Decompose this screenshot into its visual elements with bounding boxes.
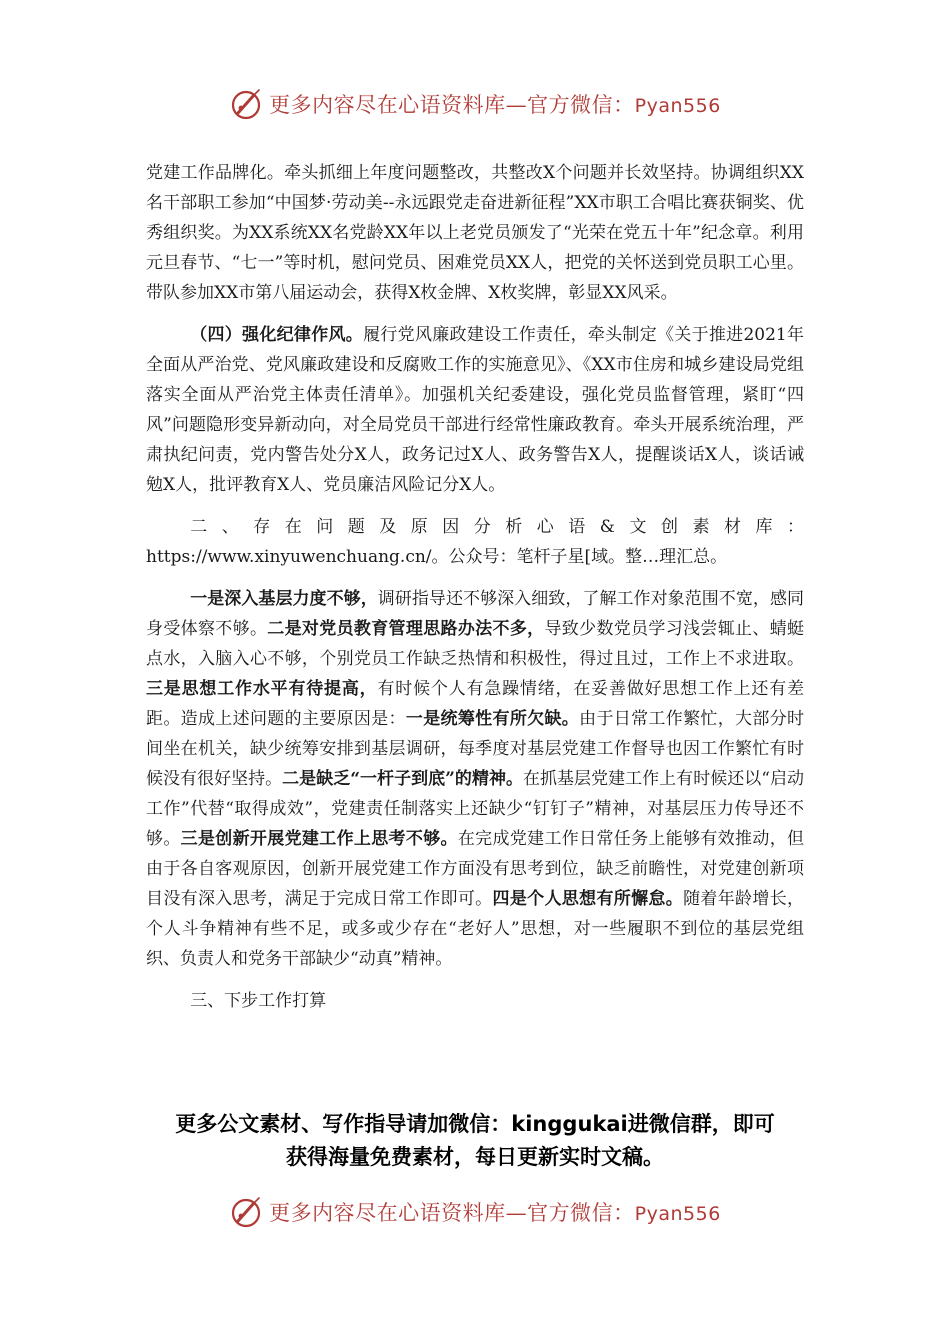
bold-phrase: 四是个人思想有所懈怠。 (492, 889, 684, 909)
watermark-banner-bottom (0, 1192, 950, 1232)
promo-line-2: 获得海量免费素材，每日更新实时文稿。 (286, 1145, 664, 1169)
bold-phrase: 二是缺乏“一杆子到底”的精神。 (282, 769, 523, 789)
paragraph (146, 986, 804, 1016)
watermark-wechat-id: Pyan556 (634, 1203, 721, 1225)
watermark-text: 更多内容尽在心语资料库—官方微信：Pyan556 (269, 1201, 721, 1225)
text-run: 党建工作品牌化。牵头抓细上年度问题整改，共整改X个问题并长效坚持。协调组织XX名干部职工参加“中国梦·劳动美--永远跟党走奋进新征程”XX市职工合唱比赛获铜奖、优秀组织奖。为XX系统XX名党龄XX年以上老党员颁发了“光荣在党五十年”纪念章。利用元旦春节、“七一”等时机，慰问党员、困难党员XX人，把党的关怀送到党员职工心里。带队参加XX市第八届运动会，获得X枚金牌、X枚奖牌，彰显XX风采。 (146, 163, 804, 303)
watermark-wechat-id: Pyan556 (634, 95, 721, 117)
bold-phrase: 三是思想工作水平有待提高， (146, 679, 378, 699)
text-run: 调研指导还不够深入细致，了解工作对象范围不宽，感同身受体察不够。 (146, 589, 805, 639)
text-run: 在完成党建工作日常任务上能够有效推动，但由于各自客观原因，创新开展党建工作方面没有思考到位，缺乏前瞻性，对党建创新项目没有深入思考，满足于完成日常工作即可。 (146, 829, 805, 909)
paragraph (146, 158, 804, 308)
text-run: 三、下步工作打算 (190, 991, 327, 1011)
bold-phrase: 一是深入基层力度不够， (190, 589, 378, 609)
text-run: 在抓基层党建工作上有时候还以“启动工作”代替“取得成效”，党建责任制落实上还缺少“钉钉子”精神，对基层压力传导还不够。 (146, 769, 804, 849)
pen-logo-icon (229, 1194, 265, 1230)
text-run: 导致少数党员学习浅尝辄止、蜻蜓点水，入脑入心不够，个别党员工作缺乏热情和积极性，得过且过，工作上不求进取。 (146, 619, 805, 669)
bold-phrase: （四）强化纪律作风。 (190, 325, 364, 345)
text-run: 随着年龄增长，个人斗争精神有些不足，或多或少存在“老好人”思想，对一些履职不到位的基层党组织、负责人和党务干部缺少“动真”精神。 (146, 889, 805, 969)
pen-logo-icon (229, 86, 265, 122)
promo-notice (100, 1108, 850, 1174)
bold-phrase: 二是对党员教育管理思路办法不多， (267, 619, 545, 639)
document-body (146, 158, 804, 1016)
paragraph (146, 512, 804, 572)
watermark-text: 更多内容尽在心语资料库—官方微信：Pyan556 (269, 93, 721, 117)
text-run: 履行党风廉政建设工作责任，牵头制定《关于推进2021年全面从严治党、党风廉政建设和反腐败工作的实施意见》、《XX市住房和城乡建设局党组落实全面从严治党主体责任清单》。加强机关纪委建设，强化党员监督管理，紧盯“四风”问题隐形变异新动向，对全局党员干部进行经常性廉政教育。牵头开展系统治理，严肃执纪问责，党内警告处分X人，政务记过X人、政务警告X人，提醒谈话X人，谈话诫勉X人，批评教育X人、党员廉洁风险记分X人。 (146, 325, 805, 495)
text-run: 二、存在问题及原因分析心语&文创素材库：https://www.xinyuwenchuang.cn/。公众号：笔杆子星[域。整…理汇总。 (146, 517, 804, 567)
promo-line-1: 更多公文素材、写作指导请加微信：kinggukai进微信群，即可 (175, 1112, 775, 1136)
bold-phrase: 一是统筹性有所欠缺。 (405, 709, 580, 729)
text-run: 由于日常工作繁忙，大部分时间坐在机关，缺少统筹安排到基层调研，每季度对基层党建工作督导也因工作繁忙有时候没有很好坚持。 (146, 709, 805, 789)
paragraph (146, 320, 804, 500)
bold-phrase: 三是创新开展党建工作上思考不够。 (180, 829, 458, 849)
watermark-banner-top (0, 84, 950, 124)
paragraph (146, 584, 804, 974)
text-run: 有时候个人有急躁情绪，在妥善做好思想工作上还有差距。造成上述问题的主要原因是： (146, 679, 805, 729)
